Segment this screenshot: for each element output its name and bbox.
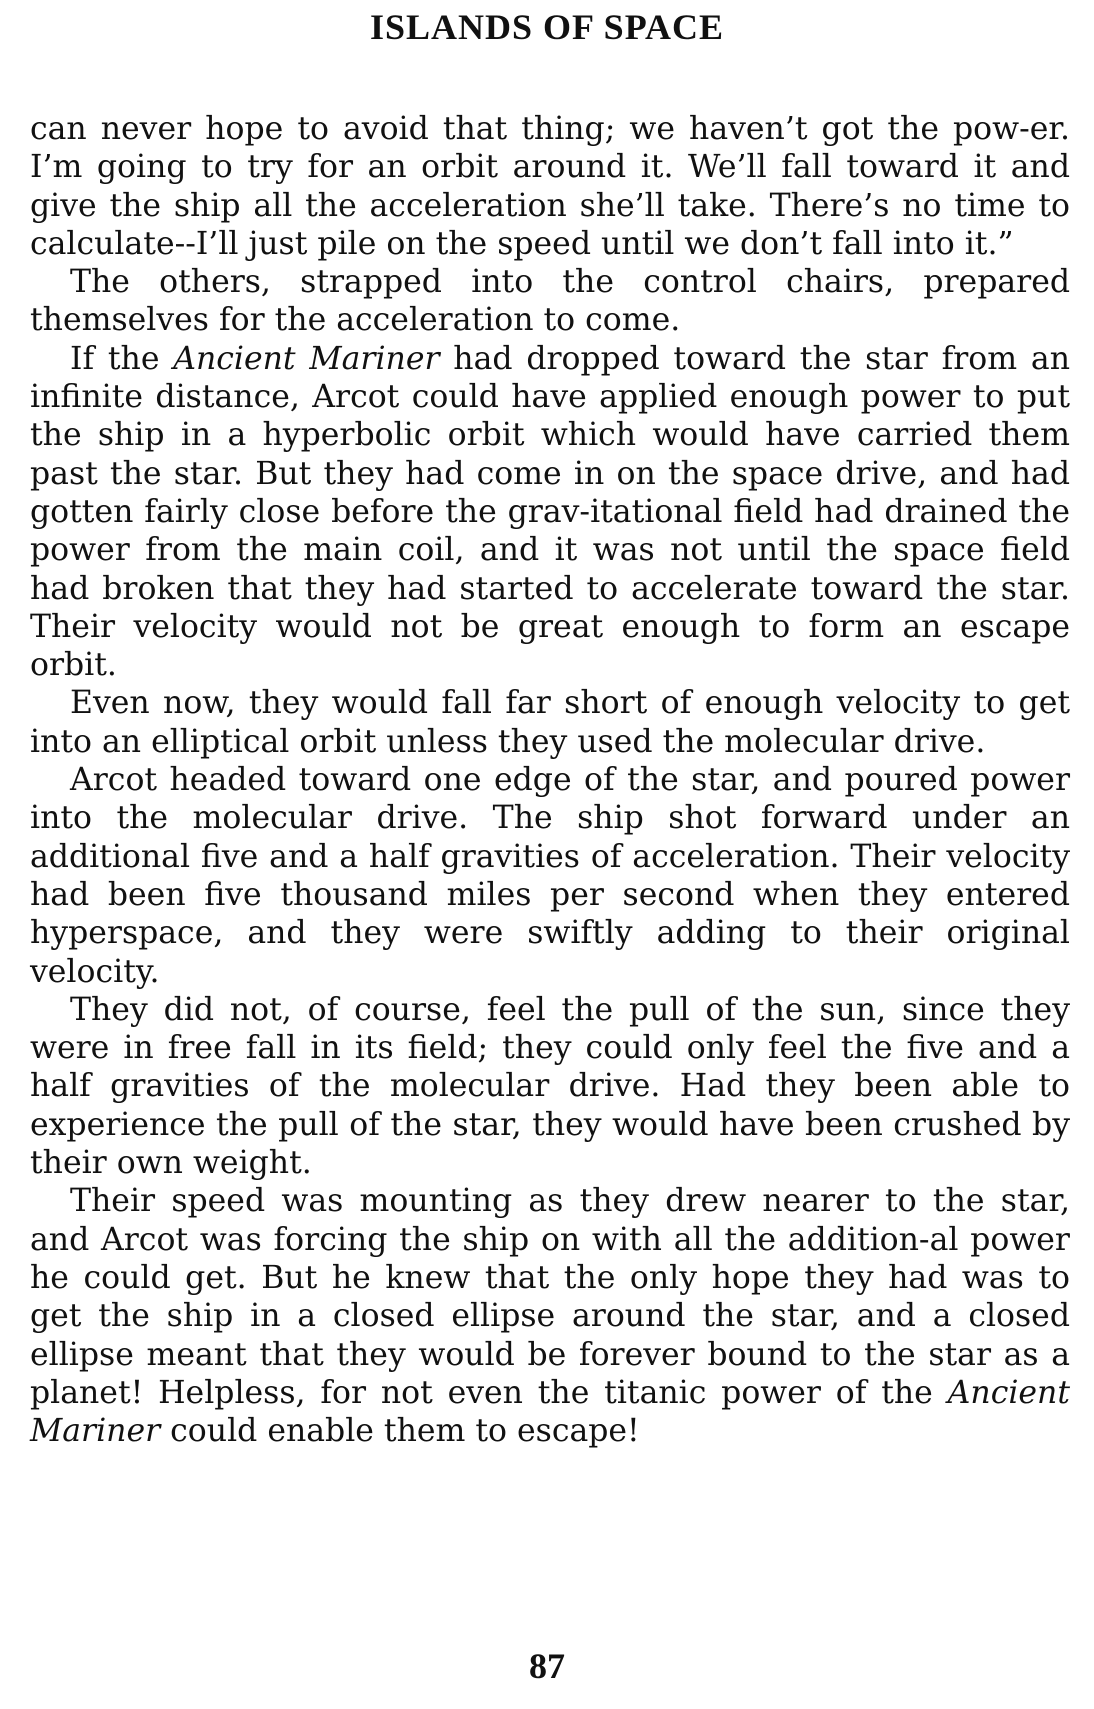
paragraph-text: Even now, they would fall far short of enough velocity to get into an elliptical orbit unless they used the molecular drive. bbox=[30, 685, 1070, 760]
paragraph bbox=[30, 684, 1070, 761]
paragraph-text: Their speed was mounting as they drew nearer to the star, and Arcot was forcing the ship on with all the addition-al power he could get. But he knew that the only hope they had was to get the ship in a closed ellipse around the star, and a closed ellipse meant that they would be forever bound to the star as a planet! Helpless, for not even the titanic power of the bbox=[30, 1183, 1070, 1411]
page-number: 87 bbox=[529, 1646, 565, 1686]
paragraph bbox=[30, 1182, 1070, 1450]
body-text bbox=[30, 110, 1070, 1450]
paragraph-text: Arcot headed toward one edge of the star, and poured power into the molecular drive. The ship shot forward under an additional five and a half gravities of acceleration. Their velocity had been five thousand miles per second when they entered hyperspace, and they were swiftly adding to their original velocity. bbox=[30, 762, 1070, 990]
paragraph-text: could enable them to escape! bbox=[160, 1413, 640, 1450]
ship-name-italic: Ancient Mariner bbox=[173, 340, 440, 377]
paragraph-text: The others, strapped into the control chairs, prepared themselves for the acceleration to come. bbox=[30, 264, 1070, 339]
paragraph bbox=[30, 110, 1070, 263]
ship-name-italic: Ancient Mariner bbox=[30, 1374, 1070, 1450]
paragraph-text: can never hope to avoid that thing; we haven’t got the pow-er. I’m going to try for an orbit around it. We’ll fall toward it and give the ship all the acceleration she’ll take. There’s no time to calculate--I’ll just pile on the speed until we don’t fall into it.” bbox=[30, 111, 1070, 262]
paragraph bbox=[30, 263, 1070, 340]
paragraph bbox=[30, 991, 1070, 1182]
paragraph bbox=[30, 761, 1070, 991]
paragraph-text: They did not, of course, feel the pull of the sun, since they were in free fall in its field; they could only feel the five and a half gravities of the molecular drive. Had they been able to experience the pull of the star, they would have been crushed by their own weight. bbox=[30, 991, 1070, 1182]
paragraph-text: If the bbox=[70, 340, 174, 377]
running-head: ISLANDS OF SPACE bbox=[369, 7, 725, 47]
paragraph-text: had dropped toward the star from an infinite distance, Arcot could have applied enough power to put the ship in a hyperbolic orbit which would have carried them past the star. But they had come in on the space drive, and had gotten fairly close before the grav-itational field had drained the power from the main coil, and it was not until the space field had broken that they had started to accelerate toward the star. Their velocity would not be great enough to form an escape orbit. bbox=[30, 340, 1070, 684]
paragraph bbox=[30, 340, 1070, 685]
